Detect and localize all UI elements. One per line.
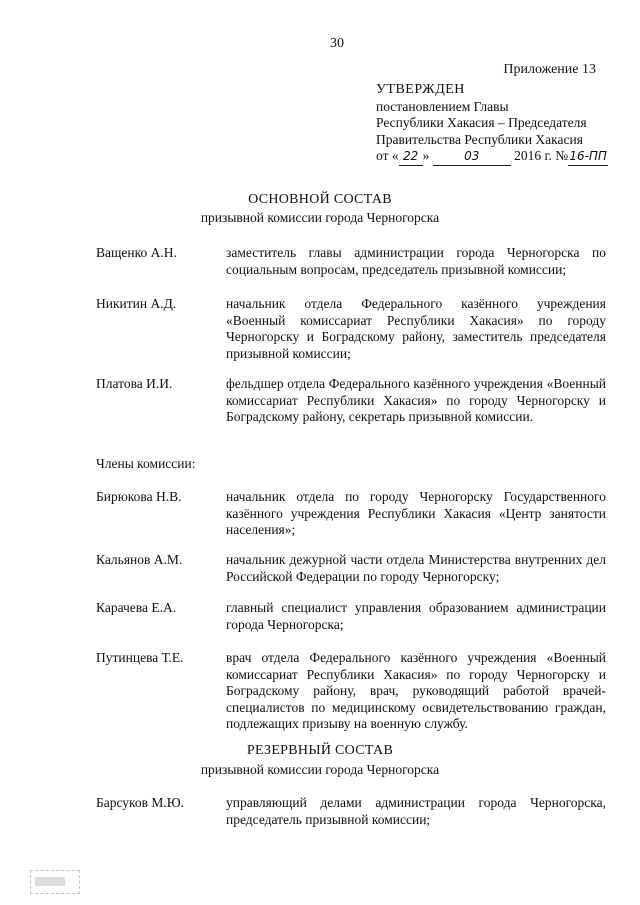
date-prefix: от « [376,148,399,163]
reserve-section-title: РЕЗЕРВНЫЙ СОСТАВ [246,743,394,758]
member-name: Кальянов А.М. [96,552,183,567]
reserve-section-subtitle: призывной комиссии города Черногорска [200,762,440,777]
date-year: 2016 г. № [514,148,569,163]
member-role: заместитель главы администрации города Черногорска по социальным вопросам, председатель призывной комиссии; [226,245,606,277]
page-number: 30 [330,36,344,51]
approval-block [376,82,608,166]
member-role: врач отдела Федерального казённого учреждения «Военный комиссариат Республики Хакасия» по городу Черногорску и Боградскому району, врач, руководящий работой врачей-специалистов по медицинскому освидетельствованию граждан, подлежащих призыву на военную службу. [226,650,606,731]
member-name: Платова И.И. [96,376,173,391]
member-name: Ващенко А.Н. [96,245,177,260]
member-role: начальник дежурной части отдела Министерства внутренних дел Российской Федерации по городу Черногорску; [226,552,606,584]
date-mid: » [422,148,430,163]
main-section-title: ОСНОВНОЙ СОСТАВ [248,192,392,207]
member-role: фельдшер отдела Федерального казённого учреждения «Военный комиссариат Республики Хакасия» по городу Черногорску и Боградскому району, секретарь призывной комиссии. [226,376,606,424]
approval-heading: УТВЕРЖДЕН [376,82,465,97]
decree-number: 16-ПП [568,148,608,166]
scan-stamp-mark [30,870,80,894]
approval-date-line [376,148,608,166]
member-name: Путинцева Т.Е. [96,650,184,665]
date-month: 03 [433,148,511,166]
member-role: главный специалист управления образованием администрации города Черногорска; [226,600,606,632]
appendix-label: Приложение 13 [503,62,596,77]
main-section-subtitle: призывной комиссии города Черногорска [200,210,440,225]
member-role: управляющий делами администрации города Черногорска, председатель призывной комиссии; [226,795,606,827]
members-label: Члены комиссии: [96,456,196,471]
member-role: начальник отдела Федерального казённого учреждения «Военный комиссариат Республики Хакасия» по городу Черногорску и Боградскому району, заместитель председателя призывной комиссии; [226,296,606,361]
approval-line-2: Республики Хакасия – Председателя [376,115,587,130]
member-name: Карачева Е.А. [96,600,177,615]
approval-line-1: постановлением Главы [376,98,509,114]
member-name: Бирюкова Н.В. [96,489,182,504]
member-name: Никитин А.Д. [96,296,177,311]
approval-line-3: Правительства Республики Хакасия [376,131,583,147]
member-name: Барсуков М.Ю. [96,795,185,810]
date-day: 22 [399,148,423,166]
member-role: начальник отдела по городу Черногорску Государственного казённого учреждения Республики Хакасия «Центр занятости населения»; [226,489,606,537]
